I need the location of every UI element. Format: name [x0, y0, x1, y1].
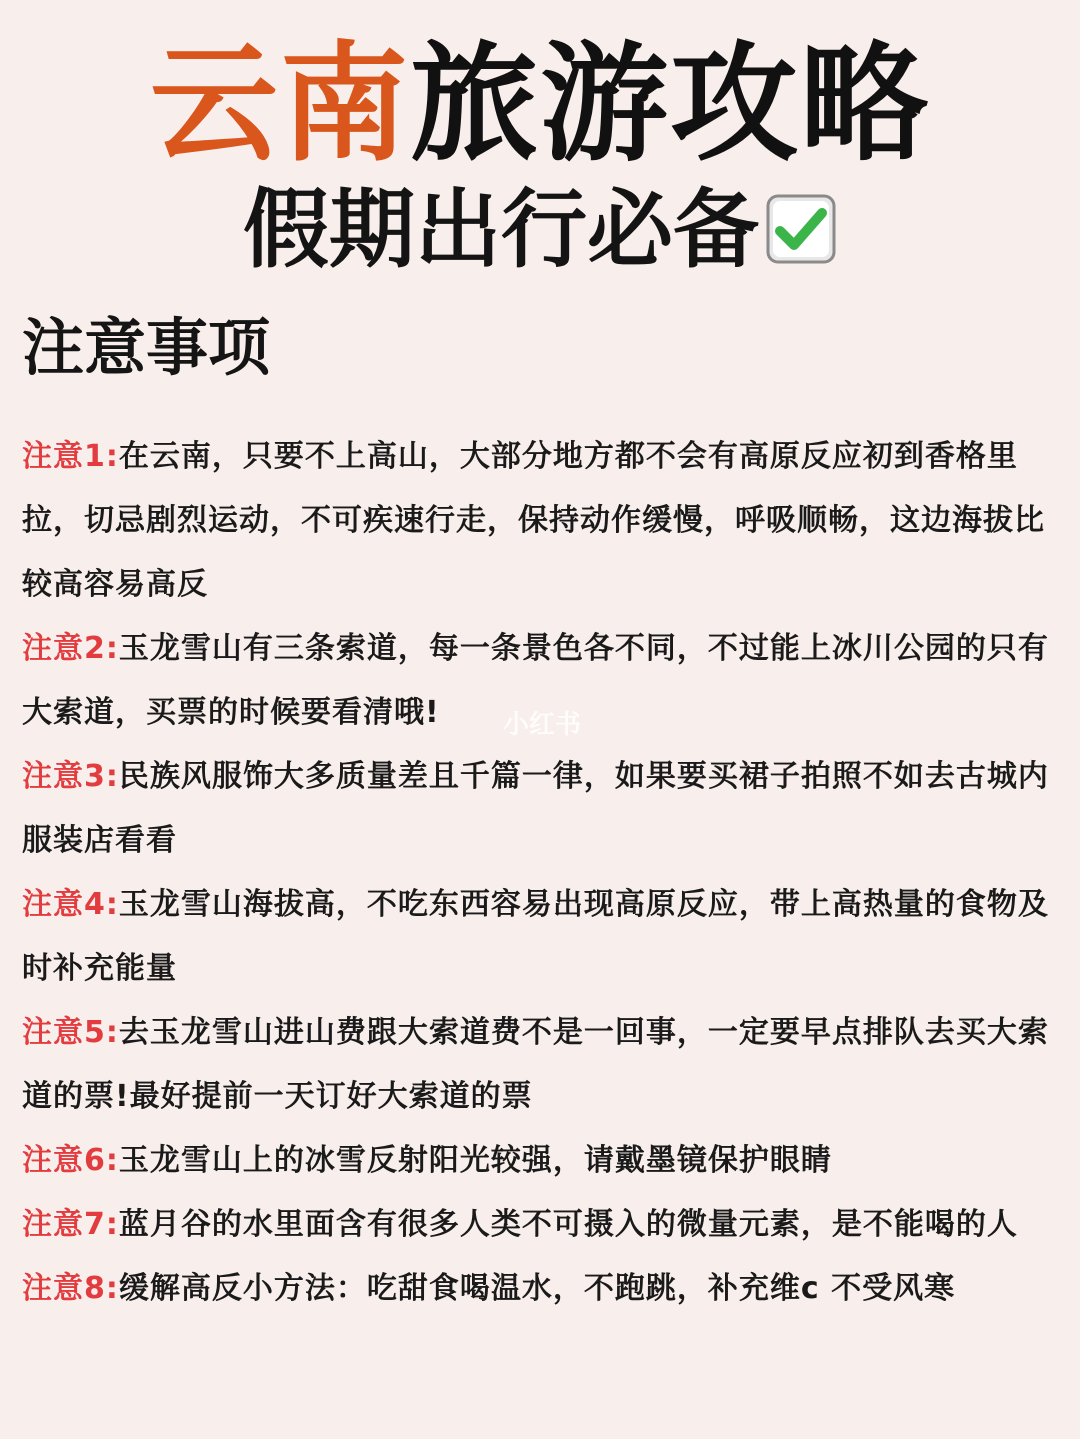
note-text: 玉龙雪山海拔高，不吃东西容易出现高原反应，带上高热量的食物及时补充能量: [22, 887, 1049, 986]
page-subtitle: [0, 180, 1080, 280]
note-label: 注意4:: [22, 887, 119, 922]
note-item-5: [22, 1001, 1058, 1129]
note-text: 去玉龙雪山进山费跟大索道费不是一回事，一定要早点排队去买大索道的票!最好提前一天订好大索道的票: [22, 1015, 1049, 1114]
subtitle-text: 假期出行必备: [243, 180, 759, 280]
note-label: 注意8:: [22, 1271, 119, 1306]
note-label: 注意2:: [22, 631, 119, 666]
note-item-7: [22, 1193, 1058, 1257]
note-label: 注意3:: [22, 759, 119, 794]
page-title: [0, 30, 1080, 180]
note-label: 注意5:: [22, 1015, 119, 1050]
note-item-8: [22, 1257, 1058, 1321]
section-heading: 注意事项: [22, 311, 271, 384]
note-label: 注意6:: [22, 1143, 119, 1178]
check-mark-button-icon: [765, 193, 837, 265]
note-text: 玉龙雪山上的冰雪反射阳光较强，请戴墨镜保护眼睛: [118, 1143, 832, 1178]
note-item-3: [22, 745, 1058, 873]
notes-list: [22, 425, 1058, 1321]
note-text: 玉龙雪山有三条索道，每一条景色各不同，不过能上冰川公园的只有大索道，买票的时候要看清哦!: [22, 631, 1049, 730]
note-text: 缓解高反小方法：吃甜食喝温水，不跑跳，补充维c 不受风寒: [118, 1271, 956, 1306]
note-label: 注意1:: [22, 439, 119, 474]
note-item-6: [22, 1129, 1058, 1193]
note-text: 在云南，只要不上高山，大部分地方都不会有高原反应初到香格里拉，切忌剧烈运动，不可疾速行走，保持动作缓慢，呼吸顺畅，这边海拔比较高容易高反: [22, 439, 1045, 602]
title-accent: 云南: [149, 30, 410, 179]
title-rest: 旅游攻略: [410, 30, 931, 179]
note-item-4: [22, 873, 1058, 1001]
note-text: 民族风服饰大多质量差且千篇一律，如果要买裙子拍照不如去古城内服装店看看: [22, 759, 1049, 858]
note-text: 蓝月谷的水里面含有很多人类不可摄入的微量元素，是不能喝的人: [118, 1207, 1018, 1242]
note-label: 注意7:: [22, 1207, 119, 1242]
watermark: 小红书: [503, 710, 582, 740]
note-item-1: [22, 425, 1058, 617]
